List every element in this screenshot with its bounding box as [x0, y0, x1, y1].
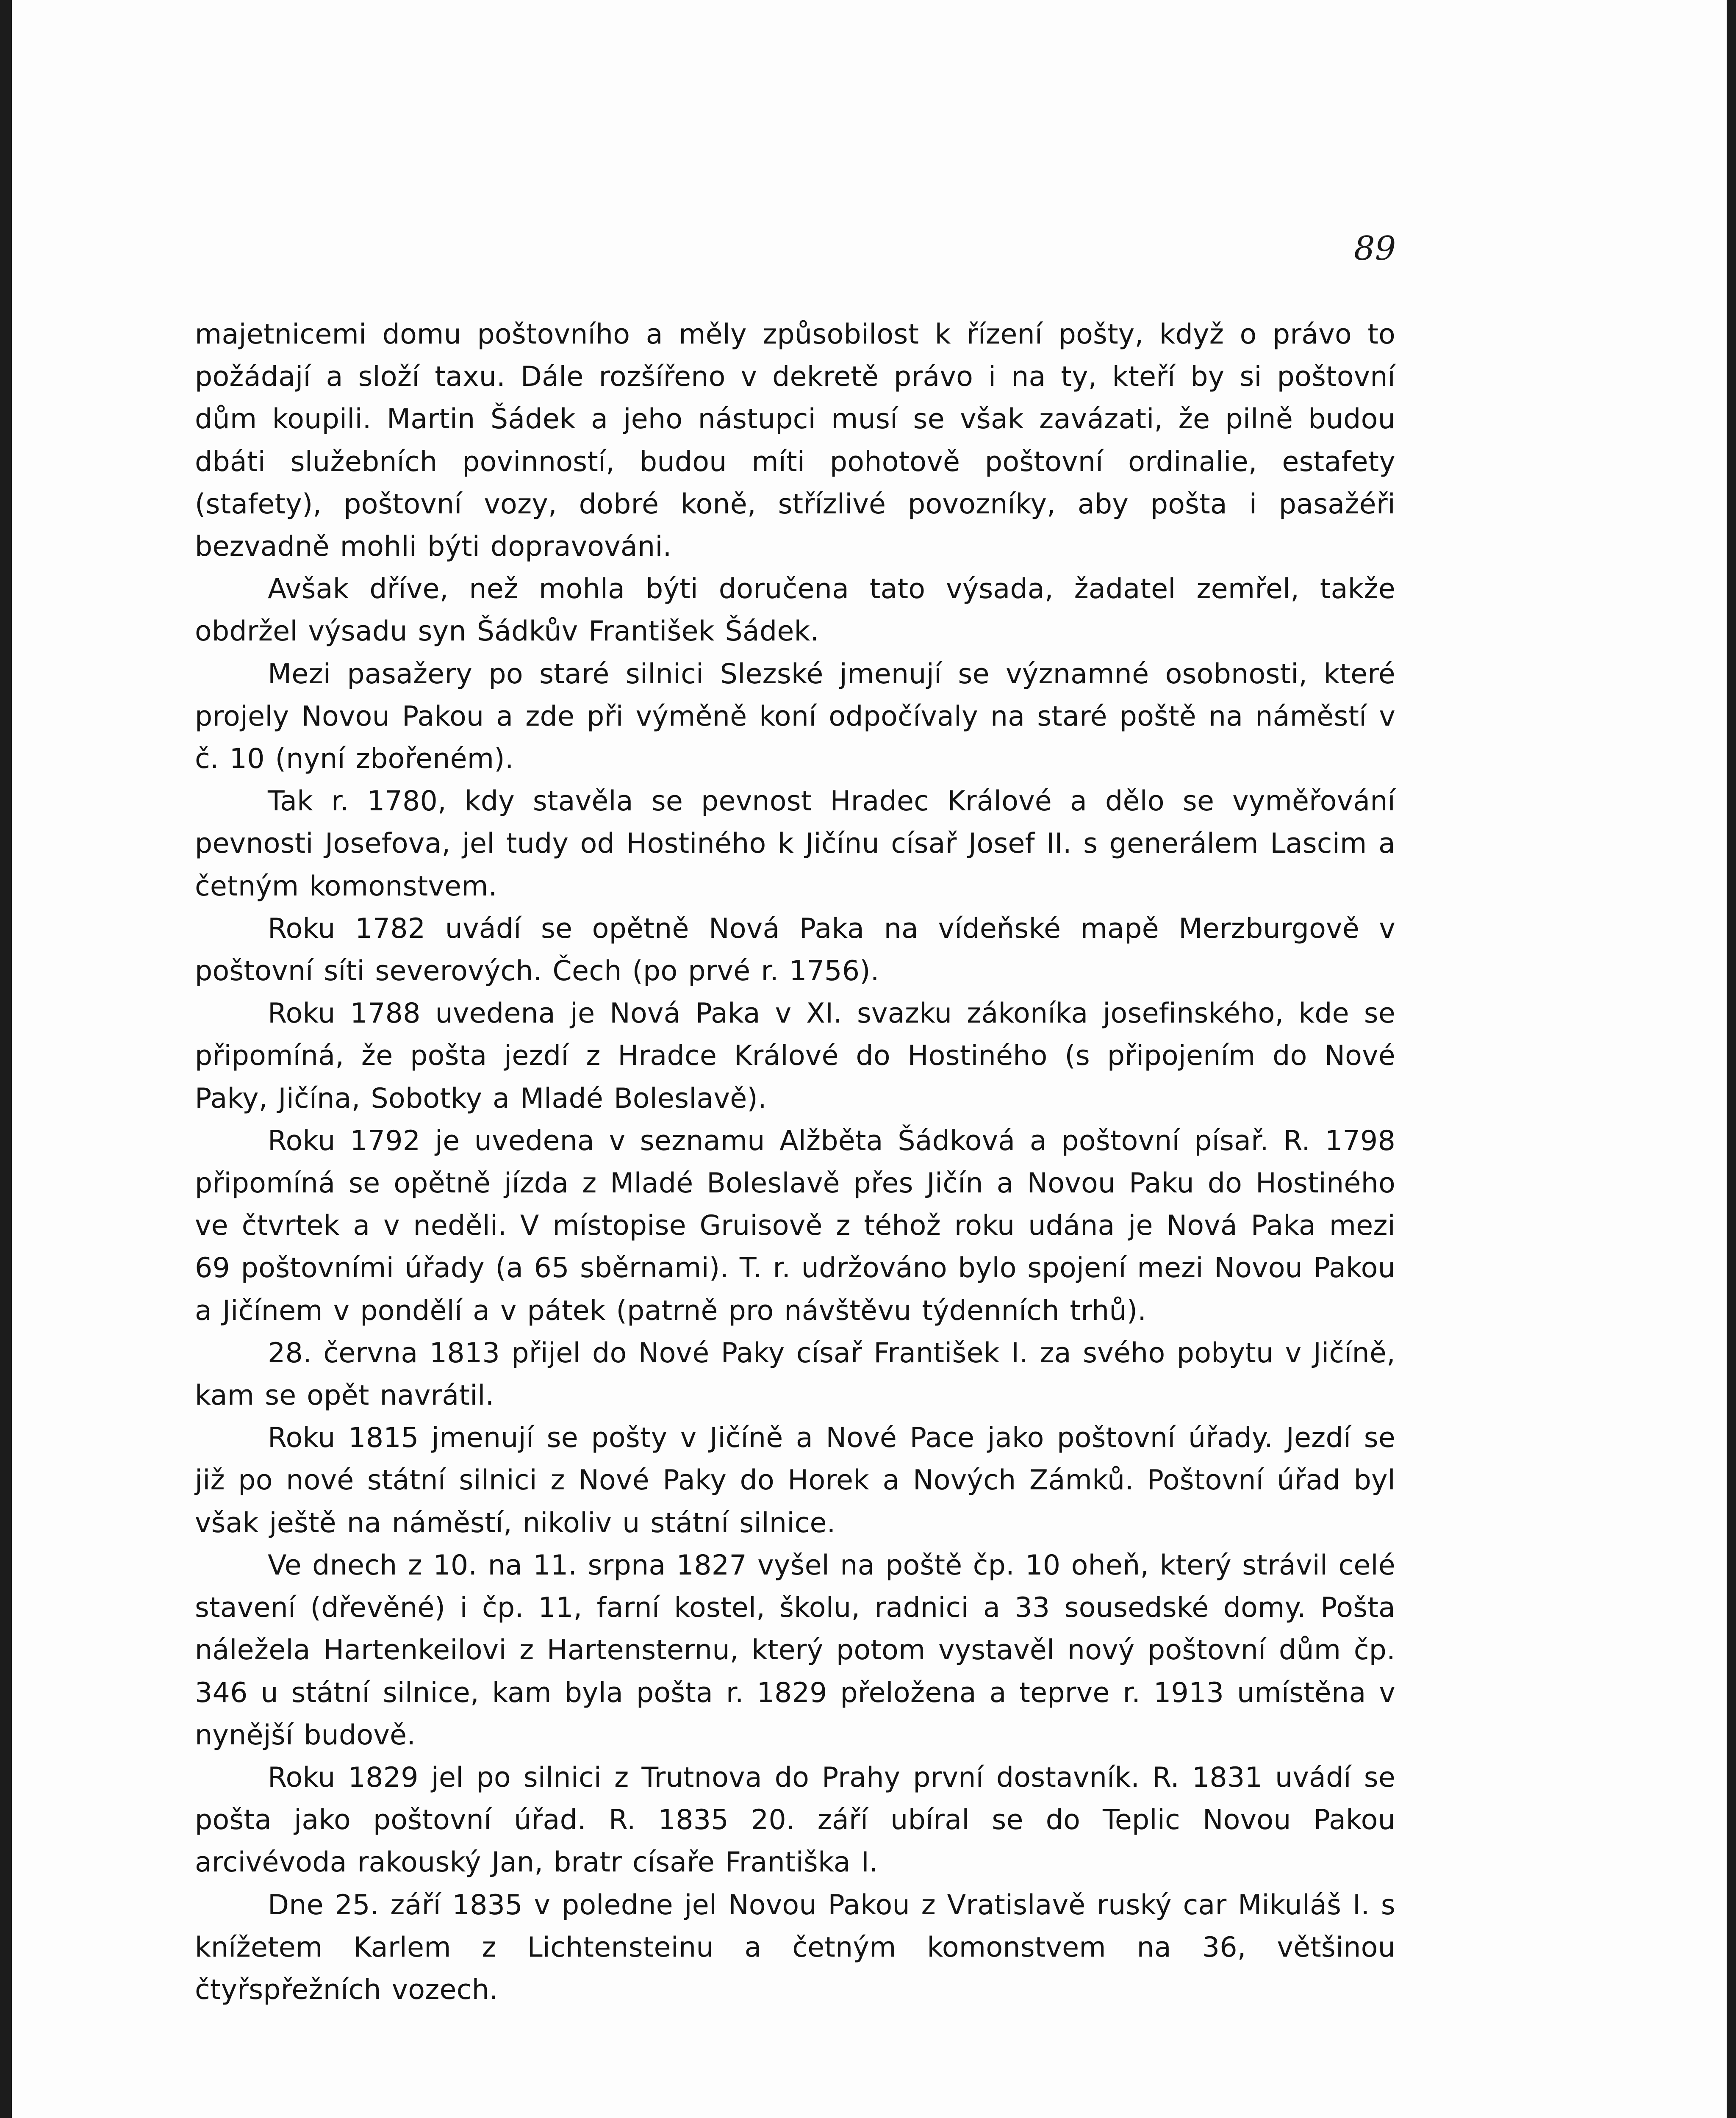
- right-scan-edge: [1727, 0, 1736, 2118]
- paragraph: Roku 1782 uvádí se opětně Nová Paka na vídeňské mapě Merzburgově v poštovní síti severových. Čech (po prvé r. 1756).: [195, 912, 1395, 987]
- paragraph: Roku 1788 uvedena je Nová Paka v XI. svazku zákoníka josefinského, kde se připomíná, že pošta jezdí z Hradce Králové do Hostiného (s připojením do Nové Paky, Jičína, Sobotky a Mladé Boleslavě).: [195, 998, 1395, 1114]
- page-number: 89: [1354, 230, 1396, 268]
- paragraph: Roku 1792 je uvedena v seznamu Alžběta Šádková a poštovní písař. R. 1798 připomíná se opětně jízda z Mladé Boleslavě přes Jičín a Novou Paku do Hostiného ve čtvrtek a v neděli. V místopise Gruisově z téhož roku udána je Nová Paka mezi 69 poštovními úřady (a 65 sběrnami). T. r. udržováno bylo spojení mezi Novou Pakou a Jičínem v pondělí a v pátek (patrně pro návštěvu týdenních trhů).: [195, 1125, 1395, 1327]
- paragraph: Roku 1815 jmenují se pošty v Jičíně a Nové Pace jako poštovní úřady. Jezdí se již po nové státní silnici z Nové Paky do Horek a Nových Zámků. Poštovní úřad byl však ještě na náměstí, nikoliv u státní silnice.: [195, 1422, 1395, 1539]
- paragraph: Roku 1829 jel po silnici z Trutnova do Prahy první dostavník. R. 1831 uvádí se pošta jako poštovní úřad. R. 1835 20. září ubíral se do Teplic Novou Pakou arcivévoda rakouský Jan, bratr císaře Františka I.: [195, 1761, 1395, 1879]
- body-text: [195, 313, 1395, 2011]
- left-scan-edge: [0, 0, 12, 2118]
- paragraph: Mezi pasažery po staré silnici Slezské jmenují se významné osobnosti, které projely Novou Pakou a zde při výměně koní odpočívaly na staré poště na náměstí v č. 10 (nyní zbořeném).: [195, 658, 1395, 775]
- paragraph: 28. června 1813 přijel do Nové Paky císař František I. za svého pobytu v Jičíně, kam se opět navrátil.: [195, 1337, 1395, 1412]
- paragraph: Dne 25. září 1835 v poledne jel Novou Pakou z Vratislavě ruský car Mikuláš I. s knížetem Karlem z Lichtensteinu a četným komonstvem na 36, většinou čtyřspřežních vozech.: [195, 1889, 1395, 2006]
- paragraph: Tak r. 1780, kdy stavěla se pevnost Hradec Králové a dělo se vyměřování pevnosti Josefova, jel tudy od Hostiného k Jičínu císař Josef II. s generálem Lascim a četným komonstvem.: [195, 785, 1395, 902]
- paragraph: majetnicemi domu poštovního a měly způsobilost k řízení pošty, když o právo to požádají a složí taxu. Dále rozšířeno v dekretě právo i na ty, kteří by si poštovní dům koupili. Martin Šádek a jeho nástupci musí se však zavázati, že pilně budou dbáti služebních povinností, budou míti pohotově poštovní ordinalie, estafety (stafety), poštovní vozy, dobré koně, střízlivé povozníky, aby pošta i pasažéři bezvadně mohli býti dopravováni.: [195, 319, 1395, 563]
- paragraph: Ve dnech z 10. na 11. srpna 1827 vyšel na poště čp. 10 oheň, který strávil celé stavení (dřevěné) i čp. 11, farní kostel, školu, radnici a 33 sousedské domy. Pošta náležela Hartenkeilovi z Hartensternu, který potom vystavěl nový poštovní dům čp. 346 u státní silnice, kam byla pošta r. 1829 přeložena a teprve r. 1913 umístěna v nynější budově.: [195, 1549, 1395, 1751]
- paragraph: Avšak dříve, než mohla býti doručena tato výsada, žadatel zemřel, takže obdržel výsadu syn Šádkův František Šádek.: [195, 573, 1395, 648]
